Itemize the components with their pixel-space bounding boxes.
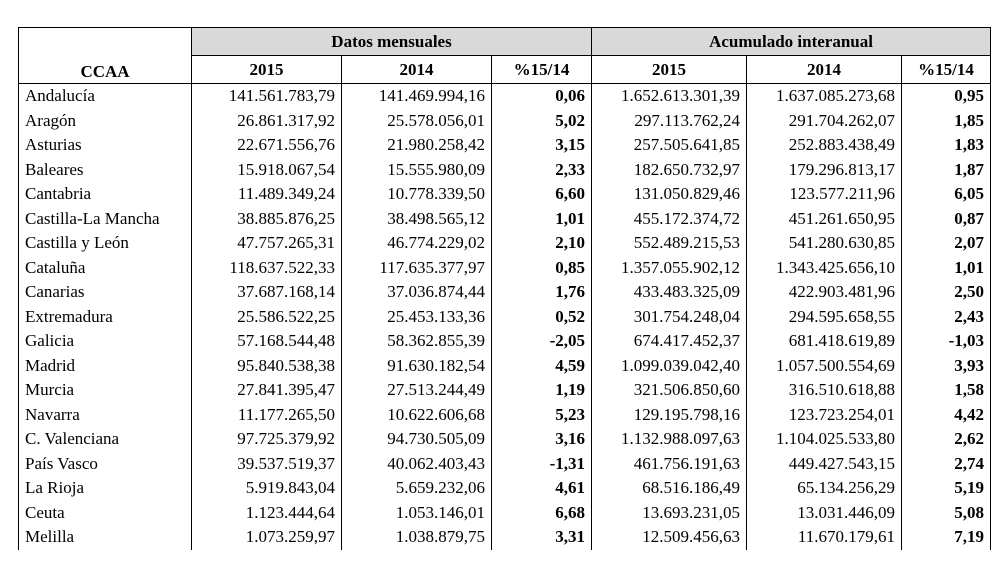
ccaa-header: CCAA [19,28,192,84]
region-name: Castilla y León [19,231,192,256]
monthly-pct-cell: 1,76 [492,280,592,305]
monthly-2015-cell: 95.840.538,38 [192,354,342,379]
region-name: Galicia [19,329,192,354]
annual-2014-cell: 449.427.543,15 [747,452,902,477]
monthly-2014-cell: 40.062.403,43 [342,452,492,477]
region-name: Cataluña [19,256,192,281]
region-name: Ceuta [19,501,192,526]
monthly-2014-cell: 1.053.146,01 [342,501,492,526]
monthly-pct-cell: -1,31 [492,452,592,477]
table-row [19,329,991,354]
annual-pct-cell: 1,85 [902,109,991,134]
region-name: Madrid [19,354,192,379]
monthly-pct-cell: 3,16 [492,427,592,452]
monthly-2014-cell: 25.578.056,01 [342,109,492,134]
monthly-2015-cell: 11.177.265,50 [192,403,342,428]
table-row [19,109,991,134]
table-row [19,182,991,207]
data-table [18,27,991,550]
monthly-pct-cell: 5,23 [492,403,592,428]
table-row [19,207,991,232]
monthly-2014-cell: 94.730.505,09 [342,427,492,452]
region-name: Cantabria [19,182,192,207]
annual-2015-cell: 433.483.325,09 [592,280,747,305]
annual-2014-cell: 422.903.481,96 [747,280,902,305]
table-row [19,84,991,109]
annual-2014-cell: 451.261.650,95 [747,207,902,232]
monthly-2015-cell: 97.725.379,92 [192,427,342,452]
annual-2014-cell: 1.637.085.273,68 [747,84,902,109]
monthly-2014-cell: 5.659.232,06 [342,476,492,501]
annual-group-header: Acumulado interanual [592,28,991,56]
monthly-2015-cell: 47.757.265,31 [192,231,342,256]
annual-pct-cell: 1,87 [902,158,991,183]
table-row [19,158,991,183]
region-name: Extremadura [19,305,192,330]
monthly-2014-cell: 37.036.874,44 [342,280,492,305]
annual-pct-cell: 2,07 [902,231,991,256]
table-row [19,256,991,281]
table-row [19,403,991,428]
annual-2014-cell: 11.670.179,61 [747,525,902,550]
monthly-2014-cell: 141.469.994,16 [342,84,492,109]
monthly-pct-cell: 0,06 [492,84,592,109]
annual-2015-cell: 129.195.798,16 [592,403,747,428]
region-name: C. Valenciana [19,427,192,452]
monthly-pct-cell: 4,59 [492,354,592,379]
monthly-2015-cell: 11.489.349,24 [192,182,342,207]
monthly-pct-cell: 6,60 [492,182,592,207]
annual-pct-cell: 4,42 [902,403,991,428]
table-row [19,427,991,452]
annual-2014-cell: 1.343.425.656,10 [747,256,902,281]
annual-2015-cell: 552.489.215,53 [592,231,747,256]
annual-pct-cell: 1,58 [902,378,991,403]
annual-2015-cell: 257.505.641,85 [592,133,747,158]
annual-2015-cell: 301.754.248,04 [592,305,747,330]
monthly-2014-cell: 15.555.980,09 [342,158,492,183]
annual-pct-cell: 3,93 [902,354,991,379]
annual-pct-cell: 0,87 [902,207,991,232]
monthly-2015-cell: 26.861.317,92 [192,109,342,134]
annual-pct-cell: 6,05 [902,182,991,207]
annual-pct-cell: 7,19 [902,525,991,550]
region-name: Andalucía [19,84,192,109]
annual-2015-cell: 461.756.191,63 [592,452,747,477]
annual-pct-cell: -1,03 [902,329,991,354]
col-header-monthly-pct: %15/14 [492,56,592,84]
monthly-2015-cell: 1.123.444,64 [192,501,342,526]
table-row [19,501,991,526]
monthly-2015-cell: 38.885.876,25 [192,207,342,232]
monthly-2014-cell: 46.774.229,02 [342,231,492,256]
monthly-pct-cell: 3,31 [492,525,592,550]
region-name: Murcia [19,378,192,403]
monthly-group-header: Datos mensuales [192,28,592,56]
monthly-pct-cell: 6,68 [492,501,592,526]
annual-2014-cell: 1.057.500.554,69 [747,354,902,379]
monthly-pct-cell: 3,15 [492,133,592,158]
region-name: Aragón [19,109,192,134]
region-name: País Vasco [19,452,192,477]
monthly-2014-cell: 21.980.258,42 [342,133,492,158]
monthly-2014-cell: 38.498.565,12 [342,207,492,232]
annual-2014-cell: 294.595.658,55 [747,305,902,330]
monthly-2014-cell: 10.622.606,68 [342,403,492,428]
table-row [19,231,991,256]
annual-2014-cell: 123.723.254,01 [747,403,902,428]
col-header-monthly-2014: 2014 [342,56,492,84]
monthly-2015-cell: 37.687.168,14 [192,280,342,305]
monthly-2015-cell: 141.561.783,79 [192,84,342,109]
monthly-2015-cell: 15.918.067,54 [192,158,342,183]
annual-2014-cell: 13.031.446,09 [747,501,902,526]
region-name: Canarias [19,280,192,305]
col-header-annual-2015: 2015 [592,56,747,84]
annual-pct-cell: 2,50 [902,280,991,305]
annual-2014-cell: 65.134.256,29 [747,476,902,501]
region-name: Navarra [19,403,192,428]
annual-2014-cell: 541.280.630,85 [747,231,902,256]
monthly-pct-cell: 0,85 [492,256,592,281]
annual-2015-cell: 321.506.850,60 [592,378,747,403]
monthly-2015-cell: 57.168.544,48 [192,329,342,354]
monthly-2015-cell: 118.637.522,33 [192,256,342,281]
region-name: Asturias [19,133,192,158]
monthly-pct-cell: 1,19 [492,378,592,403]
monthly-2014-cell: 1.038.879,75 [342,525,492,550]
annual-2015-cell: 1.357.055.902,12 [592,256,747,281]
monthly-pct-cell: 1,01 [492,207,592,232]
monthly-2014-cell: 10.778.339,50 [342,182,492,207]
annual-2014-cell: 291.704.262,07 [747,109,902,134]
monthly-2014-cell: 91.630.182,54 [342,354,492,379]
table-row [19,525,991,550]
col-header-annual-2014: 2014 [747,56,902,84]
table-row [19,378,991,403]
annual-2015-cell: 674.417.452,37 [592,329,747,354]
annual-2015-cell: 1.132.988.097,63 [592,427,747,452]
annual-pct-cell: 2,62 [902,427,991,452]
annual-2014-cell: 1.104.025.533,80 [747,427,902,452]
monthly-2014-cell: 27.513.244,49 [342,378,492,403]
table-row [19,280,991,305]
table-row [19,476,991,501]
annual-2015-cell: 1.099.039.042,40 [592,354,747,379]
annual-2015-cell: 13.693.231,05 [592,501,747,526]
annual-2014-cell: 179.296.813,17 [747,158,902,183]
annual-pct-cell: 2,74 [902,452,991,477]
annual-2015-cell: 12.509.456,63 [592,525,747,550]
annual-2015-cell: 297.113.762,24 [592,109,747,134]
annual-pct-cell: 2,43 [902,305,991,330]
annual-2014-cell: 681.418.619,89 [747,329,902,354]
annual-2014-cell: 316.510.618,88 [747,378,902,403]
annual-2015-cell: 455.172.374,72 [592,207,747,232]
monthly-2014-cell: 58.362.855,39 [342,329,492,354]
annual-pct-cell: 5,19 [902,476,991,501]
monthly-2015-cell: 27.841.395,47 [192,378,342,403]
monthly-2015-cell: 1.073.259,97 [192,525,342,550]
table-row [19,354,991,379]
monthly-2015-cell: 39.537.519,37 [192,452,342,477]
monthly-pct-cell: 2,10 [492,231,592,256]
annual-2015-cell: 68.516.186,49 [592,476,747,501]
region-name: Castilla-La Mancha [19,207,192,232]
monthly-pct-cell: 0,52 [492,305,592,330]
annual-2015-cell: 1.652.613.301,39 [592,84,747,109]
monthly-2015-cell: 25.586.522,25 [192,305,342,330]
table-row [19,133,991,158]
monthly-pct-cell: 5,02 [492,109,592,134]
annual-2014-cell: 252.883.438,49 [747,133,902,158]
table-row [19,452,991,477]
monthly-pct-cell: 2,33 [492,158,592,183]
annual-pct-cell: 0,95 [902,84,991,109]
annual-pct-cell: 5,08 [902,501,991,526]
region-name: Melilla [19,525,192,550]
region-name: La Rioja [19,476,192,501]
col-header-monthly-2015: 2015 [192,56,342,84]
region-name: Baleares [19,158,192,183]
annual-pct-cell: 1,01 [902,256,991,281]
table-body [19,84,991,550]
annual-2015-cell: 182.650.732,97 [592,158,747,183]
annual-pct-cell: 1,83 [902,133,991,158]
monthly-2015-cell: 5.919.843,04 [192,476,342,501]
monthly-2015-cell: 22.671.556,76 [192,133,342,158]
annual-2015-cell: 131.050.829,46 [592,182,747,207]
col-header-annual-pct: %15/14 [902,56,991,84]
monthly-pct-cell: -2,05 [492,329,592,354]
monthly-pct-cell: 4,61 [492,476,592,501]
monthly-2014-cell: 117.635.377,97 [342,256,492,281]
annual-2014-cell: 123.577.211,96 [747,182,902,207]
table-row [19,305,991,330]
monthly-2014-cell: 25.453.133,36 [342,305,492,330]
